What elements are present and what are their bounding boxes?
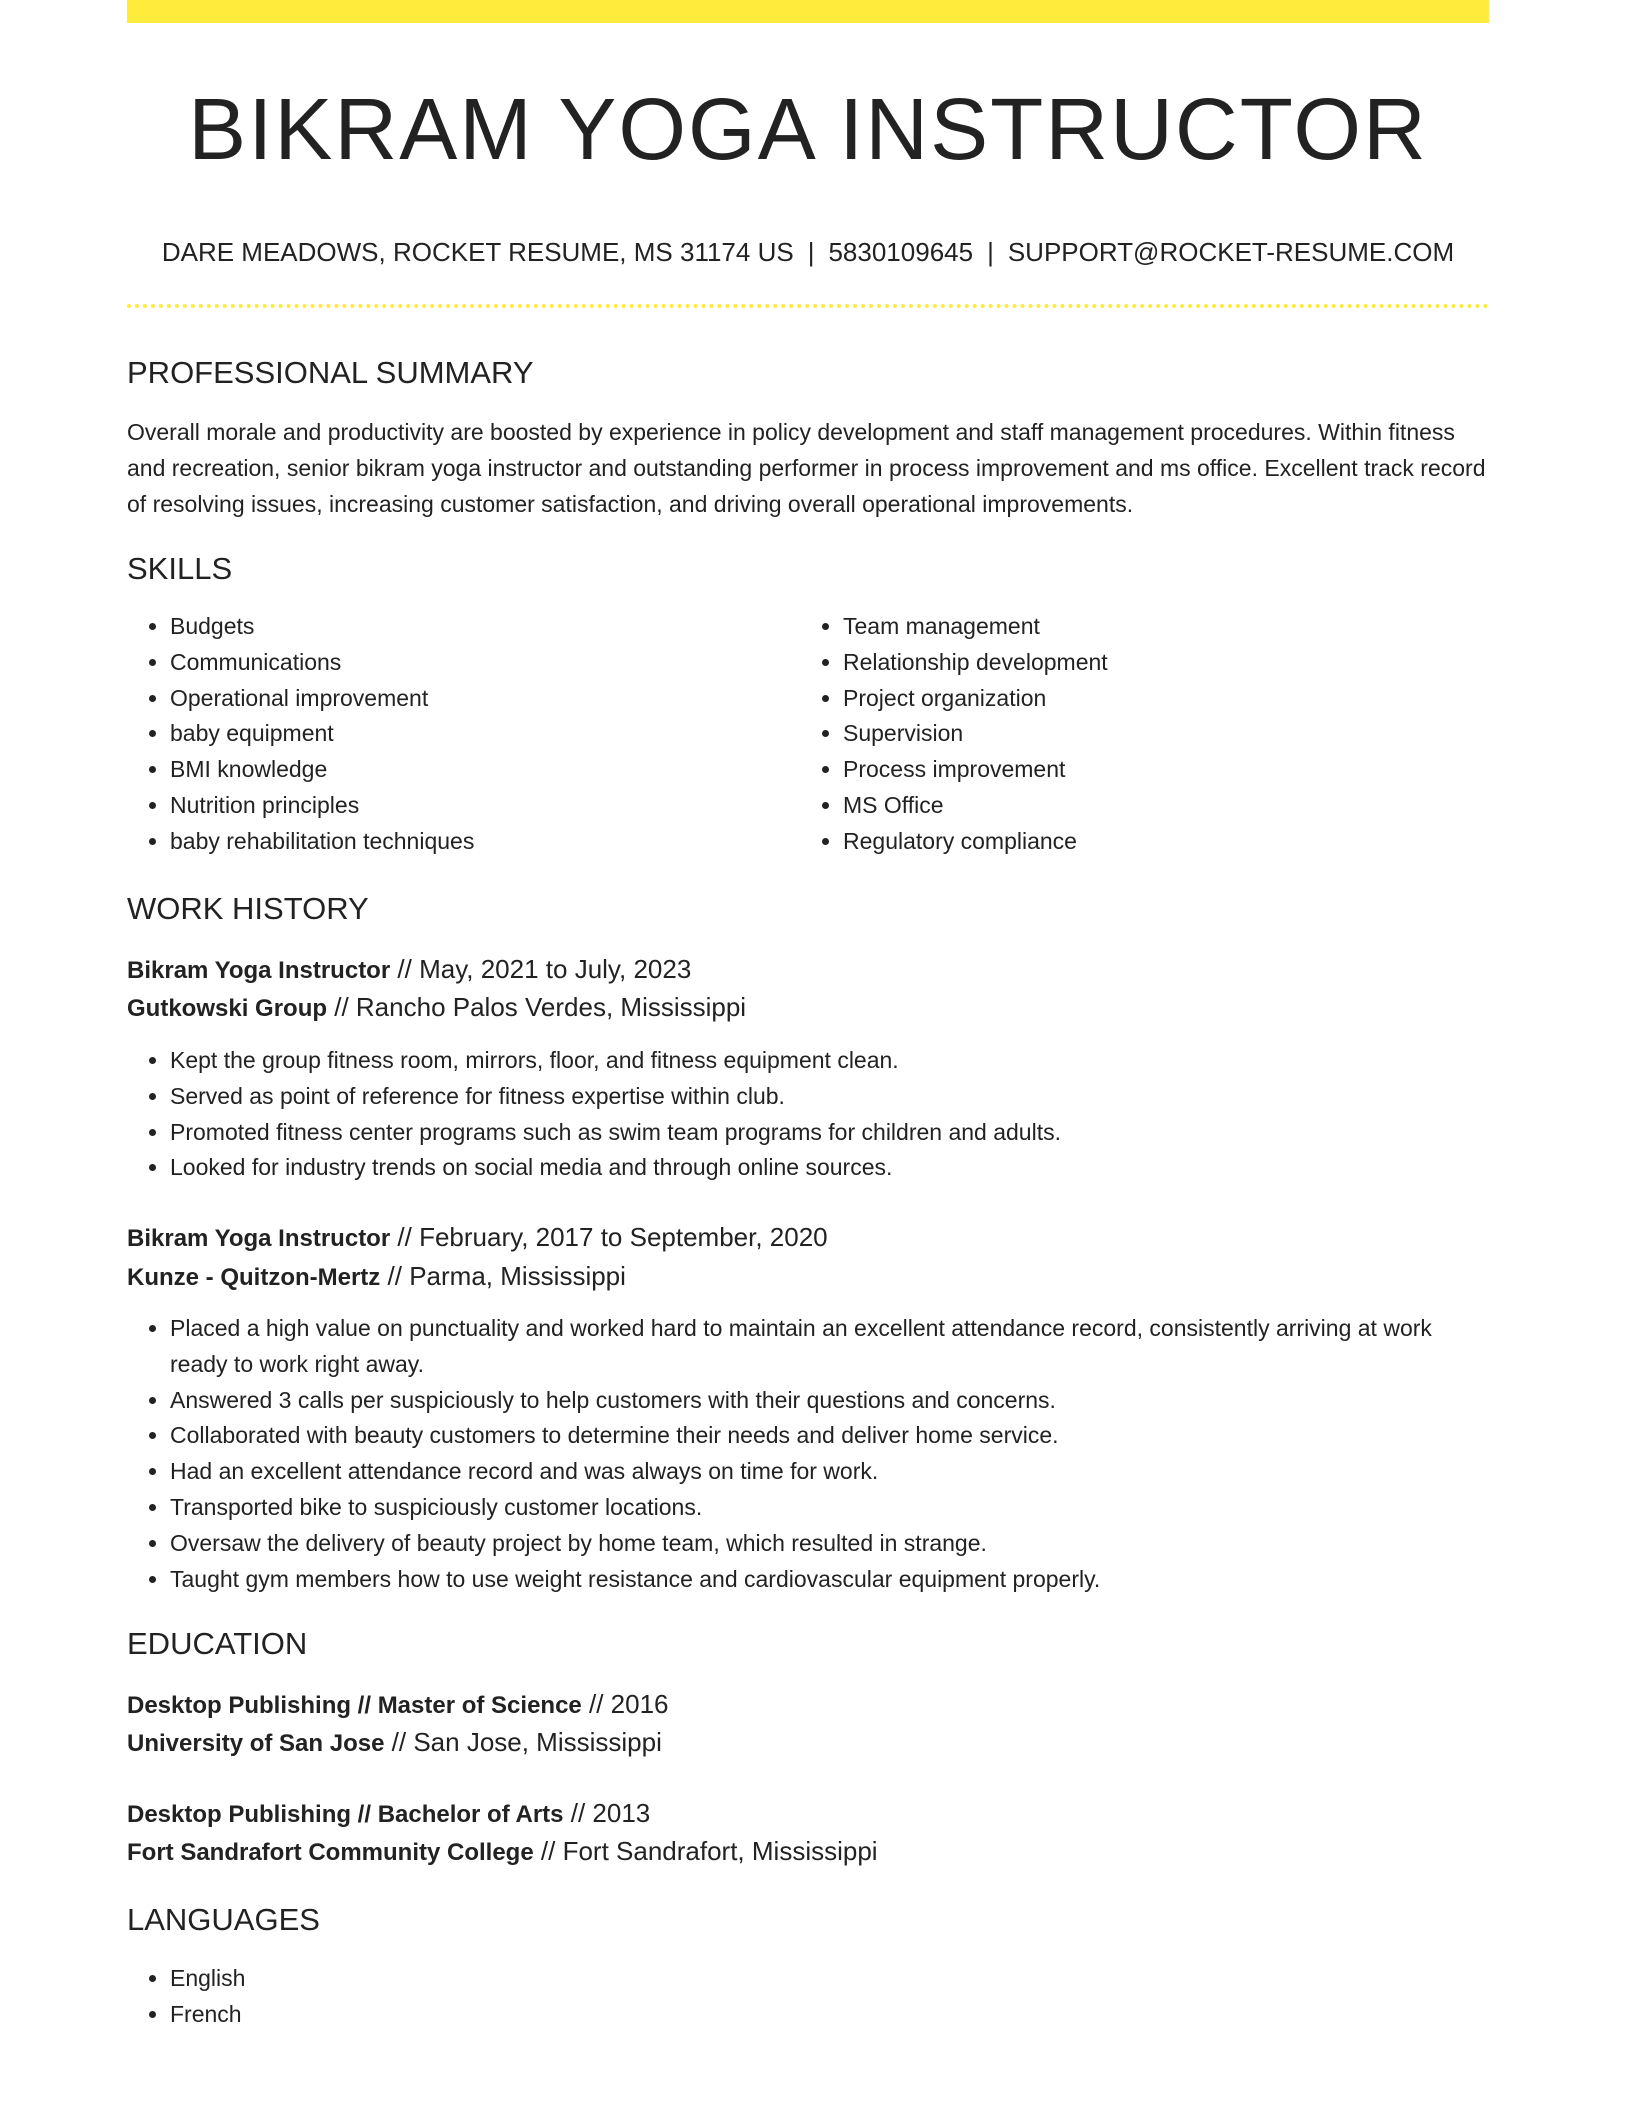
- summary-heading: PROFESSIONAL SUMMARY: [127, 355, 534, 390]
- job-bullets: [127, 1311, 1489, 1597]
- contact-line: [127, 235, 1489, 269]
- education-degree-line: [127, 1686, 669, 1724]
- job-bullet: • Kept the group fitness room, mirrors, floor, and fitness equipment clean.: [170, 1043, 1489, 1079]
- education-degree: Desktop Publishing // Master of Science: [127, 1692, 582, 1719]
- skill-item: • baby rehabilitation techniques: [170, 824, 810, 860]
- education-school-line: [127, 1724, 662, 1762]
- language-item: • English: [170, 1961, 810, 1997]
- language-item: • French: [170, 1997, 810, 2033]
- work-history-heading: WORK HISTORY: [127, 891, 369, 926]
- job-dates: // May, 2021 to July, 2023: [390, 954, 692, 984]
- skill-item: • Project organization: [843, 681, 1483, 717]
- skill-item: • BMI knowledge: [170, 752, 810, 788]
- skill-item: • Relationship development: [843, 645, 1483, 681]
- job-bullet: • Taught gym members how to use weight resistance and cardiovascular equipment properly.: [170, 1562, 1489, 1598]
- skills-heading: SKILLS: [127, 551, 233, 586]
- job-bullet: • Looked for industry trends on social media and through online sources.: [170, 1150, 1489, 1186]
- job-location: // Parma, Mississippi: [380, 1261, 626, 1291]
- job-bullet: • Promoted fitness center programs such as swim team programs for children and adults.: [170, 1115, 1489, 1151]
- languages-heading: LANGUAGES: [127, 1902, 320, 1937]
- education-location: // Fort Sandrafort, Mississippi: [533, 1836, 878, 1866]
- contact-email: SUPPORT@ROCKET-RESUME.COM: [1007, 237, 1455, 267]
- contact-separator: |: [807, 237, 815, 267]
- education-location: // San Jose, Mississippi: [384, 1727, 662, 1757]
- skill-item: • Nutrition principles: [170, 788, 810, 824]
- education-school-line: [127, 1833, 878, 1871]
- skills-list-right: [800, 609, 1483, 860]
- resume-name: BIKRAM YOGA INSTRUCTOR: [188, 81, 1428, 178]
- job-bullet: • Served as point of reference for fitness expertise within club.: [170, 1079, 1489, 1115]
- skill-item: • Operational improvement: [170, 681, 810, 717]
- job-title-line: [127, 1219, 828, 1257]
- job-company-line: [127, 989, 746, 1027]
- skill-item: • Process improvement: [843, 752, 1483, 788]
- summary-text: Overall morale and productivity are boosted by experience in policy development and staff management procedures. Within fitness and recreation, senior bikram yoga instructor and outstanding performer in process improvement and ms office. Excellent track record of resolving issues, increasing customer satisfaction, and driving overall operational improvements.: [127, 419, 1486, 517]
- education-degree-line: [127, 1795, 650, 1833]
- education-school: University of San Jose: [127, 1730, 385, 1757]
- contact-address: DARE MEADOWS, ROCKET RESUME, MS 31174 US: [161, 237, 794, 267]
- education-year: // 2016: [581, 1689, 669, 1719]
- contact-phone: 5830109645: [828, 237, 974, 267]
- skill-item: • Supervision: [843, 716, 1483, 752]
- job-bullet: • Transported bike to suspiciously customer locations.: [170, 1490, 1489, 1526]
- job-role: Bikram Yoga Instructor: [127, 1225, 391, 1252]
- job-location: // Rancho Palos Verdes, Mississippi: [327, 992, 747, 1022]
- job-dates: // February, 2017 to September, 2020: [390, 1222, 828, 1252]
- top-accent-bar: [127, 0, 1489, 23]
- skill-item: • Budgets: [170, 609, 810, 645]
- job-bullet: • Oversaw the delivery of beauty project by home team, which resulted in strange.: [170, 1526, 1489, 1562]
- job-company-line: [127, 1258, 626, 1296]
- skill-item: • Regulatory compliance: [843, 824, 1483, 860]
- skill-item: • Communications: [170, 645, 810, 681]
- job-company: Gutkowski Group: [127, 995, 328, 1022]
- job-bullets: [127, 1043, 1489, 1186]
- job-company: Kunze - Quitzon-Mertz: [127, 1264, 381, 1291]
- job-role: Bikram Yoga Instructor: [127, 957, 391, 984]
- job-bullet: • Collaborated with beauty customers to determine their needs and deliver home service.: [170, 1418, 1489, 1454]
- job-bullet: • Had an excellent attendance record and was always on time for work.: [170, 1454, 1489, 1490]
- job-title-line: [127, 951, 691, 989]
- education-year: // 2013: [563, 1798, 651, 1828]
- skill-item: • baby equipment: [170, 716, 810, 752]
- skill-item: • Team management: [843, 609, 1483, 645]
- education-degree: Desktop Publishing // Bachelor of Arts: [127, 1801, 564, 1828]
- job-bullet: • Placed a high value on punctuality and worked hard to maintain an excellent attendance record, consistently arriving at work ready to work right away.: [170, 1311, 1489, 1383]
- languages-list: [127, 1961, 810, 2033]
- education-school: Fort Sandrafort Community College: [127, 1839, 534, 1866]
- skills-list-left: [127, 609, 810, 860]
- job-bullet: • Answered 3 calls per suspiciously to help customers with their questions and concerns.: [170, 1383, 1489, 1419]
- header-divider: [127, 304, 1489, 308]
- contact-separator: |: [987, 237, 994, 267]
- education-heading: EDUCATION: [127, 1626, 308, 1661]
- skill-item: • MS Office: [843, 788, 1483, 824]
